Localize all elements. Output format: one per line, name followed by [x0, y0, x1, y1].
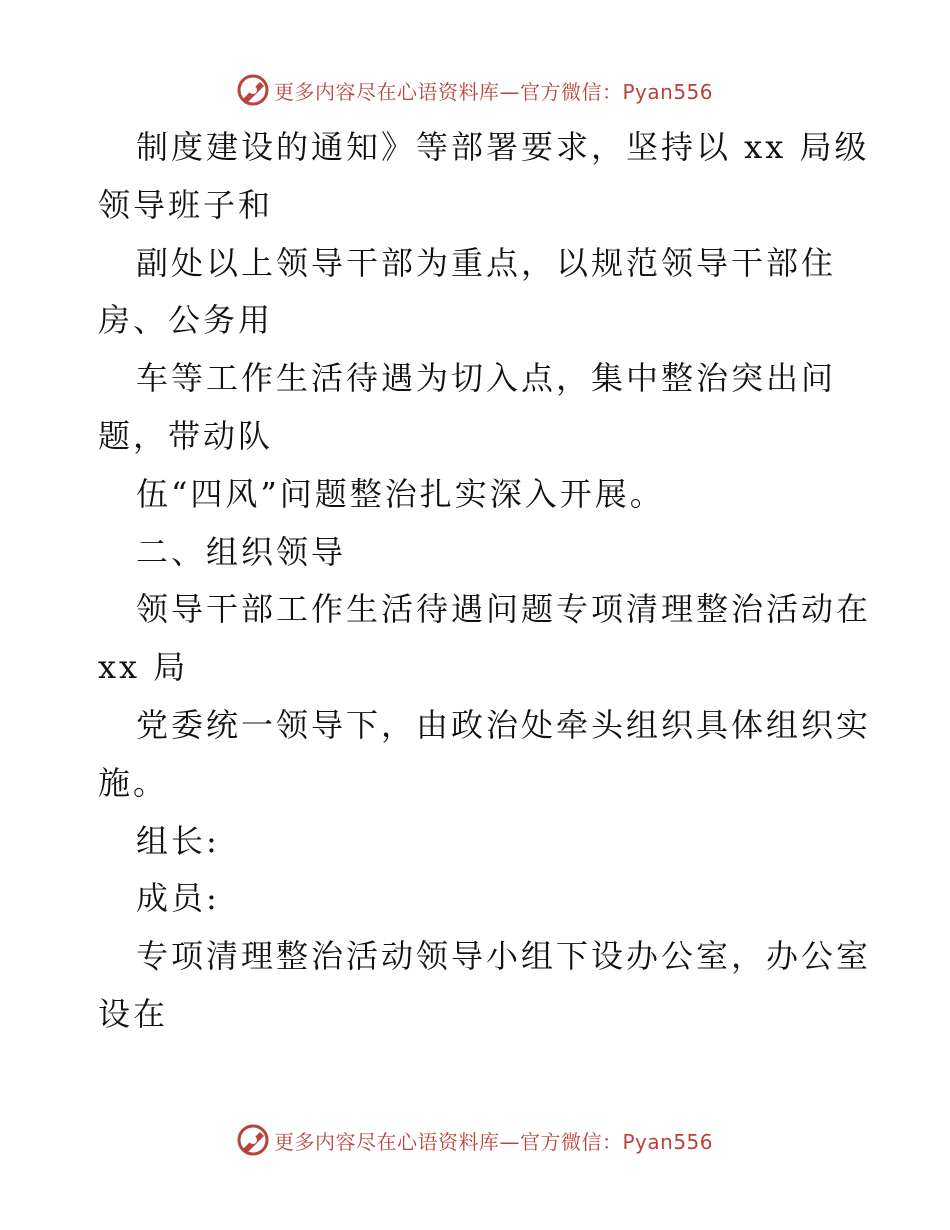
- pen-logo-icon: [236, 1123, 270, 1157]
- watermark-header: [236, 72, 716, 108]
- text-line: xx 局: [98, 648, 189, 687]
- text-line: 党委统一领导下，由政治处牵头组织具体组织实: [136, 705, 872, 744]
- text-line: 制度建设的通知》等部署要求，坚持以 xx 局级: [136, 128, 870, 166]
- watermark-text: 更多内容尽在心语资料库—官方微信：Pyan556: [274, 79, 714, 104]
- text-line: 题，带动队: [98, 416, 274, 455]
- text-line: 房、公务用: [98, 301, 274, 340]
- text-line: 领导班子和: [98, 185, 274, 224]
- pen-logo-icon: [236, 73, 270, 107]
- text-line: 专项清理整治活动领导小组下设办公室，办公室: [136, 937, 872, 976]
- section-heading: 二、组织领导: [136, 532, 347, 571]
- text-line: 副处以上领导干部为重点，以规范领导干部住: [136, 243, 837, 282]
- text-line: 施。: [98, 763, 169, 802]
- watermark-text: 更多内容尽在心语资料库—官方微信：Pyan556: [274, 1129, 714, 1154]
- text-line: 成员:: [136, 879, 220, 918]
- text-line: 领导干部工作生活待遇问题专项清理整治活动在: [136, 590, 872, 629]
- text-line: 组长:: [136, 821, 220, 860]
- text-line: 伍“四风”问题整治扎实深入开展。: [136, 474, 665, 513]
- text-line: 设在: [98, 994, 169, 1033]
- document-body: [98, 119, 872, 1044]
- watermark-footer: [236, 1122, 716, 1158]
- text-line: 车等工作生活待遇为切入点，集中整治突出问: [136, 359, 837, 398]
